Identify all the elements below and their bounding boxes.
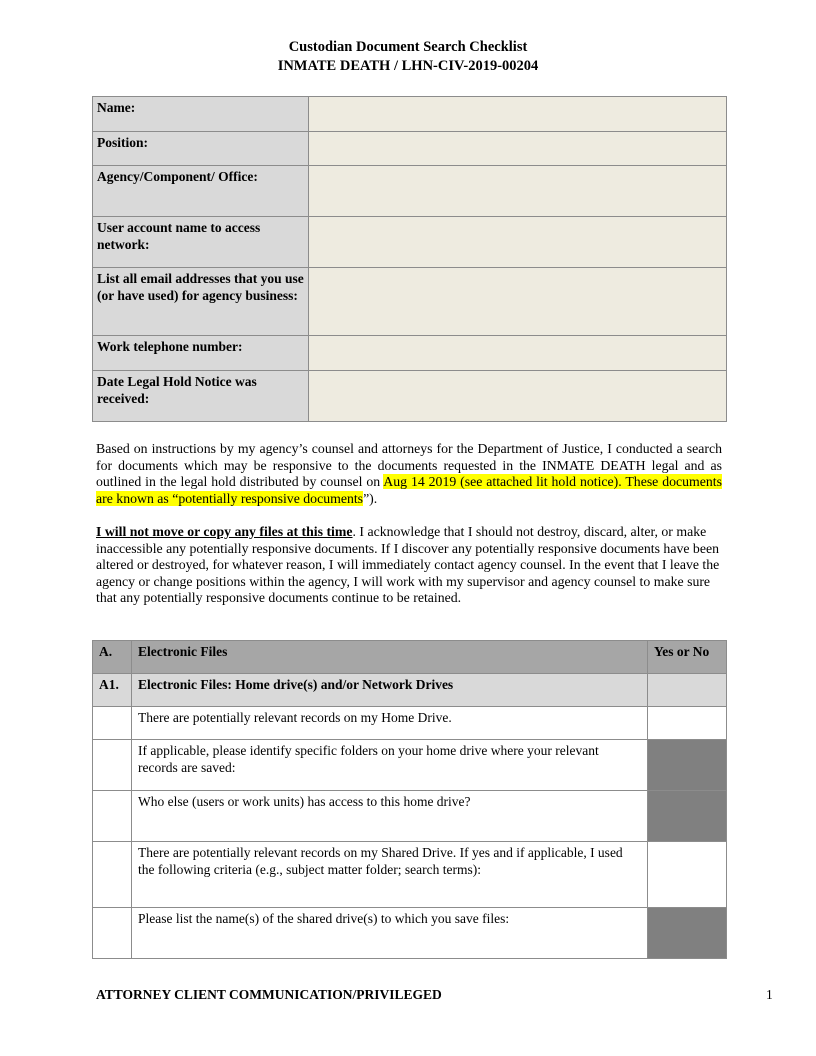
agency-field[interactable]: [309, 166, 727, 217]
email-addresses-field[interactable]: [309, 268, 727, 336]
section-title: Electronic Files: [132, 641, 648, 674]
highlighted-hold-date: Aug 14 2019 (see attached lit hold notice). These documents are known as “potentially responsive documents: [96, 474, 722, 506]
work-phone-field[interactable]: [309, 336, 727, 371]
subsection-id: A1.: [93, 674, 132, 707]
matter-line: INMATE DEATH / LHN-CIV-2019-00204: [277, 58, 539, 74]
electronic-files-checklist: [92, 640, 727, 959]
agency-label: Agency/Component/ Office:: [93, 166, 309, 217]
row-number-cell: [93, 791, 132, 842]
home-folders-question[interactable]: If applicable, please identify specific folders on your home drive where your relevant records are saved:: [132, 740, 648, 791]
instructions-end: ”).: [363, 490, 378, 506]
subsection-title: Electronic Files: Home drive(s) and/or Network Drives: [132, 674, 648, 707]
shared-drive-question: There are potentially relevant records on my Shared Drive. If yes and if applicable, I used the following criteria (e.g., subject matter folder; search terms):: [132, 842, 648, 908]
work-phone-label: Work telephone number:: [93, 336, 309, 371]
home-drive-question: There are potentially relevant records on my Home Drive.: [132, 707, 648, 740]
home-drive-answer[interactable]: [648, 707, 727, 740]
document-title: [0, 38, 816, 76]
title-line: Custodian Document Search Checklist: [288, 39, 528, 55]
acknowledgement-text: . I acknowledge that I should not destroy, discard, alter, or make inaccessible any potentially responsive documents. If I discover any potentially responsive documents have been altered or destroyed, for whatever reason, I will immediately contact agency counsel. In the event that I leave the agency or change positions within the agency, I will work with my supervisor and agency counsel to make sure that any potentially responsive documents continue to be retained.: [96, 524, 720, 606]
hold-notice-date-field[interactable]: [309, 371, 727, 422]
name-field[interactable]: [309, 97, 727, 132]
shaded-answer-cell: [648, 740, 727, 791]
instructions-text: Based on instructions by my agency’s counsel and attorneys for the Department of Justice, I conducted a search for documents which may be responsive to the documents requested in the INMATE DEATH legal and as outlined in the legal hold distributed by counsel on: [96, 441, 722, 490]
subsection-answer-cell: [648, 674, 727, 707]
acknowledgement-paragraph: [96, 524, 722, 607]
email-addresses-label: List all email addresses that you use (or have used) for agency business:: [93, 268, 309, 336]
shared-drive-names-question[interactable]: Please list the name(s) of the shared drive(s) to which you save files:: [132, 908, 648, 959]
instructions-paragraph: [96, 441, 722, 507]
no-move-warning: I will not move or copy any files at this time: [96, 524, 353, 539]
section-id: A.: [93, 641, 132, 674]
row-number-cell: [93, 908, 132, 959]
shared-drive-answer[interactable]: [648, 842, 727, 908]
privilege-footer: ATTORNEY CLIENT COMMUNICATION/PRIVILEGED: [96, 987, 442, 1002]
position-label: Position:: [93, 132, 309, 166]
hold-notice-date-label: Date Legal Hold Notice was received:: [93, 371, 309, 422]
shaded-answer-cell: [648, 791, 727, 842]
user-account-field[interactable]: [309, 217, 727, 268]
answer-column-header: Yes or No: [648, 641, 727, 674]
page-number: 1: [766, 987, 773, 1002]
row-number-cell: [93, 707, 132, 740]
position-field[interactable]: [309, 132, 727, 166]
row-number-cell: [93, 740, 132, 791]
custodian-info-table: [92, 96, 727, 422]
row-number-cell: [93, 842, 132, 908]
user-account-label: User account name to access network:: [93, 217, 309, 268]
shaded-answer-cell: [648, 908, 727, 959]
home-drive-access-question[interactable]: Who else (users or work units) has access to this home drive?: [132, 791, 648, 842]
name-label: Name:: [93, 97, 309, 132]
